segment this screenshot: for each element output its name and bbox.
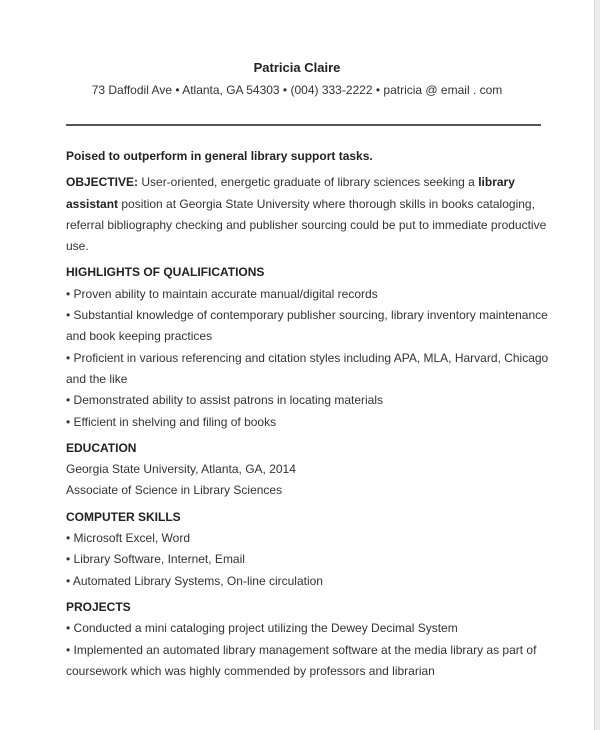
list-item: • Proficient in various referencing and citation styles including APA, MLA, Harvard, Chicago and the like bbox=[66, 350, 549, 386]
resume-body bbox=[66, 146, 556, 687]
highlights-title: HIGHLIGHTS OF QUALIFICATIONS bbox=[66, 265, 265, 280]
list-item: • Demonstrated ability to assist patrons in locating materials bbox=[66, 393, 384, 408]
objective-text-start: User-oriented, energetic graduate of library sciences seeking a bbox=[138, 175, 479, 190]
list-item: • Implemented an automated library management software at the media library as part of coursework which was highly commended by professors and librarian bbox=[66, 642, 537, 678]
list-item: Associate of Science in Library Sciences bbox=[66, 483, 283, 498]
objective-bold-role: library assistant bbox=[66, 175, 515, 211]
highlights-section bbox=[66, 262, 556, 432]
objective-text-end: position at Georgia State University where thorough skills in books cataloging, referral bibliography checking and publisher sourcing could be put to immediate productive use. bbox=[66, 196, 547, 254]
applicant-name: Patricia Claire bbox=[253, 60, 341, 75]
contact-info: 73 Daffodil Ave • Atlanta, GA 54303 • (004) 333-2222 • patricia @ email . com bbox=[91, 83, 503, 97]
list-item: Georgia State University, Atlanta, GA, 2014 bbox=[66, 462, 296, 477]
resume-header bbox=[0, 0, 594, 98]
education-section bbox=[66, 438, 556, 502]
projects-section bbox=[66, 597, 556, 682]
objective-label: OBJECTIVE: bbox=[66, 175, 139, 190]
header-divider bbox=[66, 124, 541, 126]
computer-skills-section bbox=[66, 507, 556, 592]
list-item: • Library Software, Internet, Email bbox=[66, 552, 245, 567]
projects-title: PROJECTS bbox=[66, 599, 131, 614]
list-item: • Conducted a mini cataloging project utilizing the Dewey Decimal System bbox=[66, 621, 458, 636]
list-item: • Proven ability to maintain accurate manual/digital records bbox=[66, 286, 378, 301]
list-item: • Substantial knowledge of contemporary publisher sourcing, library inventory maintenance and book keeping practices bbox=[66, 308, 548, 344]
education-title: EDUCATION bbox=[66, 440, 137, 455]
tagline: Poised to outperform in general library support tasks. bbox=[66, 149, 373, 163]
list-item: • Efficient in shelving and filing of books bbox=[66, 414, 277, 429]
list-item: • Microsoft Excel, Word bbox=[66, 531, 191, 546]
objective-paragraph bbox=[66, 172, 556, 257]
computer-skills-title: COMPUTER SKILLS bbox=[66, 509, 181, 524]
list-item: • Automated Library Systems, On-line circulation bbox=[66, 573, 323, 588]
